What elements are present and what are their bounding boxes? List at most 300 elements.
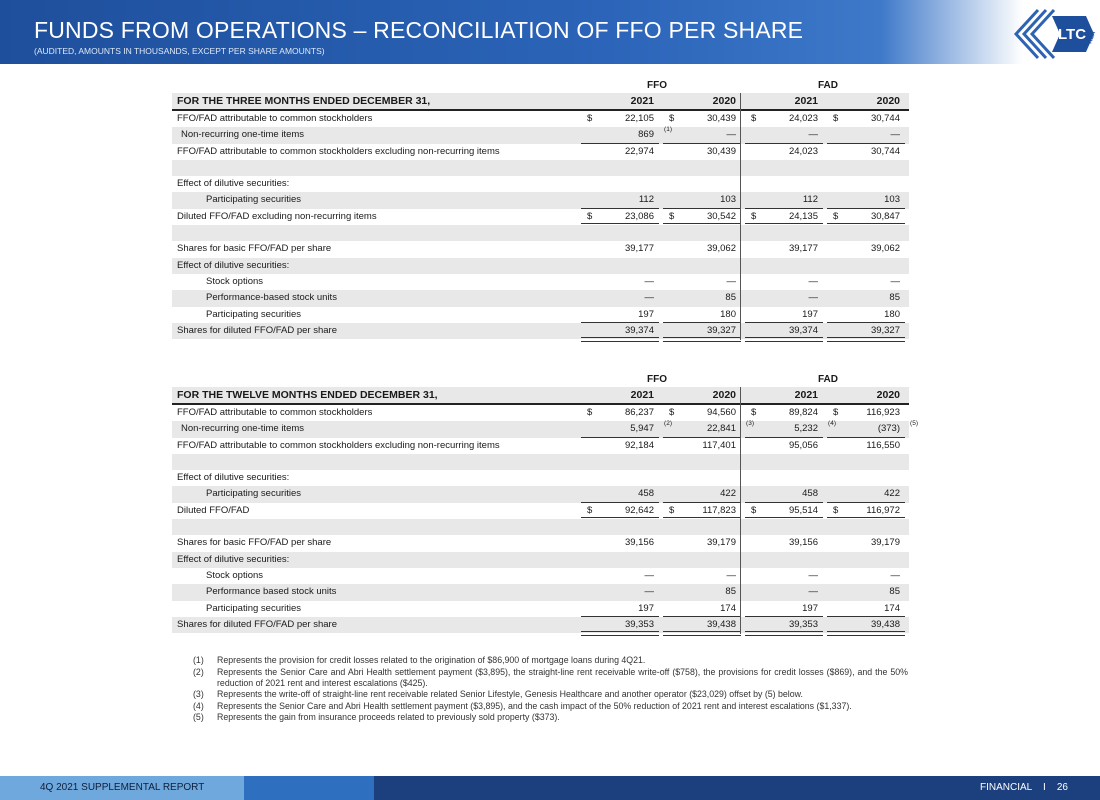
cell-value: 112: [638, 194, 654, 206]
value-cell: [659, 241, 741, 257]
year-header: [823, 93, 905, 109]
cell-value: —: [644, 292, 654, 304]
value-cell: [659, 176, 741, 192]
value-cell: [659, 438, 741, 454]
row-label: Effect of dilutive securities:: [177, 178, 290, 190]
cell-value: 30,744: [870, 145, 900, 157]
cell-underline: [581, 631, 659, 636]
value-cell: [577, 503, 659, 519]
value-cell: [741, 307, 823, 323]
footnote-number: (1): [193, 655, 204, 665]
value-cell: [823, 241, 905, 257]
row-label: Performance-based stock units: [206, 292, 337, 304]
value-cell: [659, 584, 741, 600]
cell-value: 39,177: [624, 243, 654, 255]
cell-value: 86,237: [624, 407, 654, 418]
row-label: Participating securities: [206, 602, 302, 614]
currency-symbol: $: [751, 210, 757, 222]
value-cell: [823, 144, 905, 160]
table-heading: FOR THE THREE MONTHS ENDED DECEMBER 31,: [177, 95, 431, 107]
value-cell: [577, 126, 672, 143]
value-cell: [823, 307, 905, 323]
value-cell: [577, 405, 659, 421]
value-cell: [741, 438, 823, 454]
table-row: [172, 307, 909, 323]
footnote-ref: (3): [746, 420, 754, 428]
value-cell: [741, 454, 823, 470]
value-cell: [741, 274, 823, 290]
currency-symbol: $: [587, 407, 593, 418]
cell-value: 23,086: [624, 210, 654, 222]
table-row: [172, 503, 909, 519]
footnote-ref: (4): [828, 420, 836, 428]
year-label: 2021: [794, 95, 818, 107]
value-cell: [659, 192, 741, 208]
cell-value: —: [808, 569, 818, 581]
table-row: [172, 584, 909, 600]
row-label: Non-recurring one-time items: [181, 423, 305, 435]
group-header-ffo: FFO: [647, 374, 667, 385]
value-cell: [659, 258, 741, 274]
value-cell: [577, 601, 659, 617]
page-footer: [0, 776, 1100, 800]
value-cell: [741, 535, 823, 551]
cell-underline: [745, 337, 823, 342]
cell-value: —: [644, 275, 654, 287]
column-separator: [740, 387, 741, 634]
cell-value: (373): [877, 423, 900, 435]
value-cell: [577, 111, 659, 127]
value-cell: [823, 274, 905, 290]
row-label: Diluted FFO/FAD excluding non-recurring items: [177, 210, 377, 222]
value-cell: [823, 584, 905, 600]
table-heading: FOR THE TWELVE MONTHS ENDED DECEMBER 31,: [177, 389, 438, 401]
table-row: [172, 405, 909, 421]
table-row: [172, 535, 909, 551]
cell-value: 24,135: [788, 210, 818, 222]
value-cell: [577, 176, 659, 192]
value-cell: [577, 420, 672, 437]
cell-value: 24,023: [788, 113, 818, 124]
value-cell: [659, 568, 741, 584]
row-label: Shares for basic FFO/FAD per share: [177, 537, 332, 549]
value-cell: [741, 258, 823, 274]
value-cell: [659, 209, 741, 225]
cell-value: 30,847: [870, 210, 900, 222]
value-cell: [659, 420, 754, 437]
row-label: Diluted FFO/FAD: [177, 504, 250, 516]
value-cell: [741, 519, 823, 535]
ltc-reit-logo: [998, 6, 1098, 62]
cell-value: 117,823: [702, 504, 736, 516]
cell-value: 30,542: [706, 210, 736, 222]
cell-value: 869: [638, 129, 654, 141]
value-cell: [823, 290, 905, 306]
value-cell: [659, 486, 741, 502]
cell-value: 30,439: [706, 113, 736, 124]
logo-sub-text: REIT: [1087, 29, 1098, 45]
table-row: [172, 241, 909, 257]
year-header: [577, 387, 659, 403]
footnote-number: (3): [193, 689, 204, 699]
year-label: 2020: [876, 95, 900, 107]
value-cell: [577, 568, 659, 584]
value-cell: [823, 192, 905, 208]
table-rows: [172, 93, 909, 339]
value-cell: [823, 568, 905, 584]
value-cell: [577, 617, 659, 633]
cell-value: 5,947: [630, 423, 654, 435]
footnote-text: Represents the write-off of straight-line rent receivable related Senior Lifestyle, Genesis Healthcare and another operator ($23,029) offset by (5) below.: [217, 689, 803, 699]
row-label: Shares for diluted FFO/FAD per share: [177, 618, 337, 630]
value-cell: [659, 225, 741, 241]
year-header: [577, 93, 659, 109]
cell-value: 30,439: [706, 145, 736, 157]
footnote-text: Represents the provision for credit losses related to the origination of $86,900 of mortgage loans during 4Q21.: [217, 655, 646, 665]
table-header-row: [172, 387, 909, 405]
value-cell: [659, 617, 741, 633]
cell-underline: [581, 337, 659, 342]
value-cell: [823, 438, 905, 454]
cell-value: 197: [802, 308, 818, 320]
value-cell: [823, 454, 905, 470]
currency-symbol: $: [669, 113, 675, 124]
value-cell: [741, 584, 823, 600]
table-rows: [172, 387, 918, 633]
table-row: [172, 290, 909, 306]
table-row: [172, 617, 909, 633]
table-row: [172, 160, 909, 176]
table-row: [172, 454, 909, 470]
cell-underline: [745, 631, 823, 636]
value-cell: [659, 290, 741, 306]
table-row: [172, 552, 909, 568]
footnote-text: Represents the Senior Care and Abri Health settlement payment ($3,895), the straight-line rent receivable write-off ($758), the provisions for credit losses ($869), and the 50% reduction of 2021 rent and interest escalations ($425).: [217, 666, 908, 688]
cell-value: 39,438: [706, 618, 736, 630]
cell-value: 103: [720, 194, 736, 206]
value-cell: [577, 486, 659, 502]
value-cell: [741, 225, 823, 241]
footnote-ref: (1): [664, 126, 672, 134]
value-cell: [741, 323, 823, 339]
group-header-ffo: FFO: [647, 80, 667, 91]
value-cell: [659, 552, 741, 568]
table-row: [172, 601, 909, 617]
cell-value: —: [808, 586, 818, 598]
row-label: FFO/FAD attributable to common stockholders: [177, 407, 373, 418]
row-label: Participating securities: [206, 308, 302, 320]
value-cell: [577, 454, 659, 470]
table-row: [172, 258, 909, 274]
value-cell: [823, 601, 905, 617]
currency-symbol: $: [833, 407, 839, 418]
page-title: FUNDS FROM OPERATIONS – RECONCILIATION OF FFO PER SHARE: [34, 17, 804, 43]
row-label: Performance based stock units: [206, 586, 337, 598]
row-label: Participating securities: [206, 194, 302, 206]
table-row: [172, 323, 909, 339]
row-label: Shares for diluted FFO/FAD per share: [177, 324, 337, 336]
value-cell: [823, 323, 905, 339]
cell-value: 94,560: [706, 407, 736, 418]
value-cell: [741, 617, 823, 633]
table-row: [172, 420, 918, 437]
cell-value: 30,744: [870, 113, 900, 124]
value-cell: [823, 503, 905, 519]
report-name: 4Q 2021 SUPPLEMENTAL REPORT: [40, 782, 205, 793]
value-cell: [741, 127, 823, 143]
cell-value: 116,972: [866, 504, 900, 516]
cell-value: 39,374: [788, 324, 818, 336]
value-cell: [577, 470, 659, 486]
cell-underline: [663, 631, 741, 636]
footnote: [193, 655, 908, 666]
cell-value: —: [644, 586, 654, 598]
cell-value: 85: [889, 586, 900, 598]
value-cell: [741, 241, 823, 257]
cell-value: 95,056: [788, 439, 818, 451]
cell-value: 458: [638, 488, 654, 500]
row-label: Effect of dilutive securities:: [177, 553, 290, 565]
year-label: 2021: [794, 389, 818, 401]
table-row: [172, 225, 909, 241]
value-cell: [659, 601, 741, 617]
cell-value: 180: [884, 308, 900, 320]
logo-text: LTC: [1058, 26, 1087, 43]
table-row: [172, 192, 909, 208]
value-cell: [741, 601, 823, 617]
cell-value: 39,327: [706, 324, 736, 336]
column-separator: [740, 93, 741, 340]
cell-value: 22,841: [706, 423, 736, 435]
value-cell: [659, 274, 741, 290]
footnote-ref: (5): [910, 420, 918, 428]
table-row: [172, 144, 909, 160]
footnote-number: (2): [193, 666, 204, 677]
cell-value: 39,374: [624, 324, 654, 336]
row-label: Shares for basic FFO/FAD per share: [177, 243, 332, 255]
row-label: FFO/FAD attributable to common stockholders: [177, 113, 373, 124]
row-label: Effect of dilutive securities:: [177, 259, 290, 271]
cell-value: 85: [889, 292, 900, 304]
value-cell: [823, 617, 905, 633]
currency-symbol: $: [833, 504, 839, 516]
value-cell: [741, 568, 823, 584]
table-row: [172, 568, 909, 584]
table-row: [172, 111, 909, 127]
year-header: [659, 93, 741, 109]
footer-band-mid: [244, 776, 374, 800]
value-cell: [741, 290, 823, 306]
value-cell: [577, 535, 659, 551]
year-label: 2021: [630, 95, 654, 107]
footnote-number: (5): [193, 712, 204, 722]
cell-underline: [663, 337, 741, 342]
value-cell: [659, 307, 741, 323]
year-label: 2020: [876, 389, 900, 401]
value-cell: [577, 552, 659, 568]
currency-symbol: $: [751, 113, 757, 124]
cell-value: 39,353: [788, 618, 818, 630]
table-row: [172, 209, 909, 225]
cell-value: —: [644, 569, 654, 581]
table-row: [172, 438, 909, 454]
value-cell: [577, 584, 659, 600]
year-label: 2020: [712, 95, 736, 107]
row-label: Participating securities: [206, 488, 302, 500]
cell-value: 197: [638, 602, 654, 614]
cell-value: 39,179: [870, 537, 900, 549]
value-cell: [741, 192, 823, 208]
value-cell: [823, 470, 905, 486]
value-cell: [823, 209, 905, 225]
year-header: [741, 93, 823, 109]
cell-value: 197: [802, 602, 818, 614]
cell-value: 422: [884, 488, 900, 500]
cell-value: 85: [725, 292, 736, 304]
table-row: [172, 486, 909, 502]
value-cell: [577, 274, 659, 290]
cell-value: 174: [720, 602, 736, 614]
cell-value: 117,401: [702, 439, 736, 451]
value-cell: [577, 225, 659, 241]
cell-underline: [827, 337, 905, 342]
value-cell: [659, 144, 741, 160]
row-label: Stock options: [206, 275, 264, 287]
value-cell: [741, 503, 823, 519]
currency-symbol: $: [669, 407, 675, 418]
row-label: Stock options: [206, 569, 264, 581]
cell-value: 22,105: [624, 113, 654, 124]
cell-value: 39,156: [788, 537, 818, 549]
value-cell: [659, 519, 741, 535]
value-cell: [659, 160, 741, 176]
year-label: 2021: [630, 389, 654, 401]
value-cell: [577, 258, 659, 274]
value-cell: [741, 552, 823, 568]
cell-value: 95,514: [788, 504, 818, 516]
page-header: [0, 0, 1100, 64]
table-row: [172, 519, 909, 535]
value-cell: [577, 209, 659, 225]
currency-symbol: $: [751, 407, 757, 418]
cell-value: 39,062: [706, 243, 736, 255]
value-cell: [823, 111, 905, 127]
cell-value: 5,232: [794, 423, 818, 435]
footer-section: [980, 782, 1068, 793]
currency-symbol: $: [751, 504, 757, 516]
value-cell: [659, 470, 741, 486]
value-cell: [577, 241, 659, 257]
value-cell: [577, 438, 659, 454]
value-cell: [577, 307, 659, 323]
cell-value: 422: [720, 488, 736, 500]
cell-value: 89,824: [788, 407, 818, 418]
value-cell: [823, 486, 905, 502]
footnote: [193, 701, 908, 712]
cell-value: —: [808, 292, 818, 304]
table-row: [172, 176, 909, 192]
cell-value: 116,550: [866, 439, 900, 451]
currency-symbol: $: [587, 504, 593, 516]
footnote: [193, 667, 908, 689]
currency-symbol: $: [587, 210, 593, 222]
value-cell: [823, 535, 905, 551]
cell-value: 180: [720, 308, 736, 320]
row-label: Non-recurring one-time items: [181, 129, 305, 141]
value-cell: [741, 144, 823, 160]
currency-symbol: $: [669, 504, 675, 516]
footnote-text: Represents the gain from insurance proceeds related to previously sold property ($373).: [217, 712, 560, 722]
value-cell: [577, 192, 659, 208]
value-cell: [659, 454, 741, 470]
value-cell: [741, 470, 823, 486]
currency-symbol: $: [833, 210, 839, 222]
cell-value: 112: [802, 194, 818, 206]
year-header: [741, 387, 823, 403]
table-row: [172, 470, 909, 486]
currency-symbol: $: [587, 113, 593, 124]
cell-value: —: [890, 569, 900, 581]
cell-value: 39,179: [706, 537, 736, 549]
value-cell: [823, 176, 905, 192]
value-cell: [823, 258, 905, 274]
currency-symbol: $: [669, 210, 675, 222]
year-label: 2020: [712, 389, 736, 401]
cell-value: —: [808, 275, 818, 287]
cell-value: 92,642: [624, 504, 654, 516]
value-cell: [741, 176, 823, 192]
value-cell: [823, 160, 905, 176]
cell-value: —: [890, 275, 900, 287]
cell-value: —: [890, 129, 900, 141]
footnote-text: Represents the Senior Care and Abri Health settlement payment ($3,895), and the cash impact of the 50% reduction of 2021 rent and interest escalations ($1,337).: [217, 700, 852, 711]
page-number: 26: [1056, 782, 1068, 793]
cell-value: 174: [884, 602, 900, 614]
cell-value: 197: [638, 308, 654, 320]
row-label: FFO/FAD attributable to common stockholders excluding non-recurring items: [177, 439, 500, 451]
cell-value: 116,923: [866, 407, 900, 418]
cell-value: —: [726, 129, 736, 141]
footnote: [193, 712, 908, 723]
value-cell: [659, 503, 741, 519]
year-header: [659, 387, 741, 403]
value-cell: [577, 160, 659, 176]
footnote-number: (4): [193, 700, 204, 711]
value-cell: [823, 127, 905, 143]
footnote: [193, 689, 908, 700]
table-row: [172, 274, 909, 290]
footnotes: [193, 655, 908, 724]
cell-value: 92,184: [624, 439, 654, 451]
currency-symbol: $: [833, 113, 839, 124]
page-subtitle: (AUDITED, AMOUNTS IN THOUSANDS, EXCEPT PER SHARE AMOUNTS): [34, 46, 325, 56]
row-label: FFO/FAD attributable to common stockholders excluding non-recurring items: [177, 145, 500, 157]
footnote-ref: (2): [664, 420, 672, 428]
value-cell: [577, 323, 659, 339]
value-cell: [741, 111, 823, 127]
value-cell: [823, 552, 905, 568]
cell-value: 39,327: [870, 324, 900, 336]
cell-value: 85: [725, 586, 736, 598]
year-header: [823, 387, 905, 403]
value-cell: [659, 127, 741, 143]
group-header-fad: FAD: [818, 80, 838, 91]
section-name: FINANCIAL: [979, 782, 1032, 793]
cell-underline: [827, 631, 905, 636]
cell-value: 39,438: [870, 618, 900, 630]
value-cell: [659, 323, 741, 339]
cell-value: —: [808, 129, 818, 141]
